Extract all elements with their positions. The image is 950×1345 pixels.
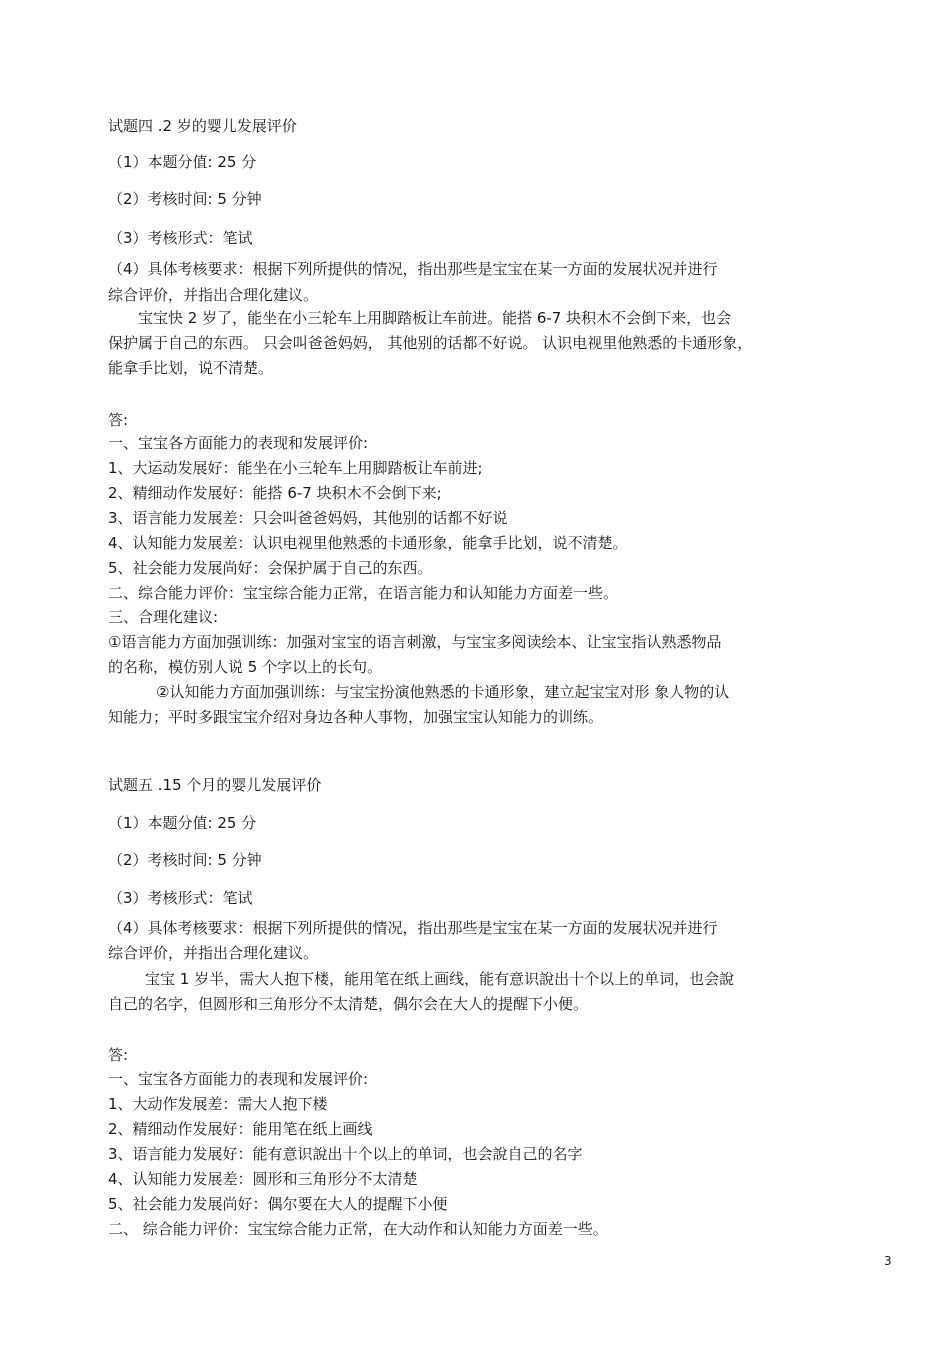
q5-requirement-line2: 综合评价，并指出合理化建议。: [108, 944, 319, 962]
q5-item3: 3、语言能力发展好：能有意识說出十个以上的单词，也会說自己的名字: [108, 1145, 583, 1163]
q4-time: （2）考核时间: 5 分钟: [108, 190, 262, 208]
q4-item3: 3、语言能力发展差：只会叫爸爸妈妈，其他别的话都不好说: [108, 509, 508, 527]
q5-section2: 二、 综合能力评价：宝宝综合能力正常，在大动作和认知能力方面差一些。: [108, 1220, 608, 1238]
q5-form: （3）考核形式：笔试: [108, 889, 253, 907]
q5-section1-heading: 一、宝宝各方面能力的表现和发展评价:: [108, 1070, 369, 1088]
q5-item4: 4、认知能力发展差：圆形和三角形分不太清楚: [108, 1170, 418, 1188]
q4-section1-heading: 一、宝宝各方面能力的表现和发展评价:: [108, 434, 369, 452]
q5-requirement-line1: （4）具体考核要求：根据下列所提供的情况，指出那些是宝宝在某一方面的发展状况并进行: [108, 919, 718, 937]
q5-time: （2）考核时间: 5 分钟: [108, 851, 262, 869]
q5-item1: 1、大动作发展差：需大人抱下楼: [108, 1095, 328, 1113]
q5-case-line2: 自己的名字，但圆形和三角形分不太清楚，偶尔会在大人的提醒下小便。: [108, 995, 589, 1013]
q4-requirement-line2: 综合评价，并指出合理化建议。: [108, 286, 319, 304]
q4-section3-heading: 三、合理化建议:: [108, 608, 219, 626]
q5-score: （1）本题分值: 25 分: [108, 814, 257, 832]
q4-suggestion2-line1: ②认知能力方面加强训练：与宝宝扮演他熟悉的卡通形象，建立起宝宝对形 象人物的认: [156, 683, 730, 701]
q4-case-line1: 宝宝快 2 岁了，能坐在小三轮车上用脚踏板让车前进。能搭 6-7 块积木不会倒下来，也会: [138, 309, 732, 327]
q4-suggestion2-line2: 知能力；平时多跟宝宝介绍对身边各种人事物，加强宝宝认知能力的训练。: [108, 708, 604, 726]
q4-section2: 二、综合能力评价：宝宝综合能力正常，在语言能力和认知能力方面差一些。: [108, 584, 619, 602]
q5-answer-label: 答:: [108, 1046, 129, 1064]
q5-title: 试题五 .15 个月的婴儿发展评价: [108, 776, 322, 794]
q5-item5: 5、社会能力发展尚好：偶尔要在大人的提醒下小便: [108, 1195, 448, 1213]
page-number: 3: [884, 1254, 892, 1268]
q4-score: （1）本题分值: 25 分: [108, 153, 257, 171]
q4-title: 试题四 .2 岁的婴儿发展评价: [108, 117, 297, 135]
q4-item4: 4、认知能力发展差：认识电视里他熟悉的卡通形象，能拿手比划，说不清楚。: [108, 534, 628, 552]
q4-suggestion1-line1: ①语言能力方面加强训练：加强对宝宝的语言刺激，与宝宝多阅读绘本、让宝宝指认熟悉物品: [108, 633, 722, 651]
q4-item1: 1、大运动发展好：能坐在小三轮车上用脚踏板让车前进;: [108, 459, 483, 477]
q4-case-line3: 能拿手比划，说不清楚。: [108, 359, 274, 377]
q4-requirement-line1: （4）具体考核要求：根据下列所提供的情况，指出那些是宝宝在某一方面的发展状况并进行: [108, 260, 718, 278]
q4-form: （3）考核形式：笔试: [108, 229, 253, 247]
q5-item2: 2、精细动作发展好：能用笔在纸上画线: [108, 1120, 373, 1138]
q4-case-line2: 保护属于自己的东西。 只会叫爸爸妈妈， 其他别的话都不好说。 认识电视里他熟悉的卡通形象，: [108, 334, 753, 352]
q4-item5: 5、社会能力发展尚好：会保护属于自己的东西。: [108, 559, 433, 577]
q5-case-line1: 宝宝 1 岁半，需大人抱下楼，能用笔在纸上画线，能有意识說出十个以上的单词，也会說: [145, 970, 735, 988]
q4-suggestion1-line2: 的名称，模仿别人说 5 个字以上的长句。: [108, 658, 383, 676]
q4-answer-label: 答:: [108, 411, 129, 429]
q4-item2: 2、精细动作发展好：能搭 6-7 块积木不会倒下来;: [108, 484, 442, 502]
